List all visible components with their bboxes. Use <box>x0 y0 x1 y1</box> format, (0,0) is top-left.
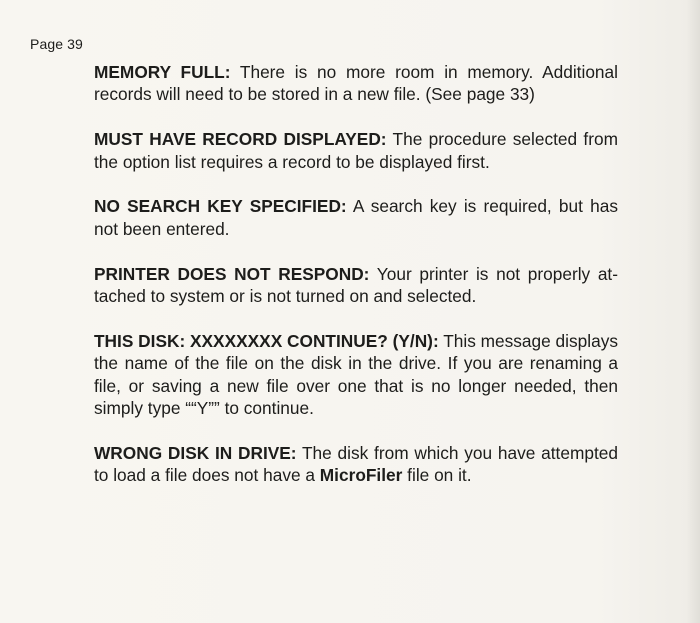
entry-term: NO SEARCH KEY SPECIFIED: <box>94 196 347 217</box>
entry-term: THIS DISK: XXXXXXXX CONTINUE? (Y/N): <box>94 330 439 351</box>
entry-description: This message displays the name of the file on the disk in the drive. If you are renaming a file, or saving a new file over one that is no longer needed, then simply type ““Y”” to continue. <box>94 330 618 419</box>
entry-this-disk-continue <box>94 330 618 420</box>
entry-no-search-key-specified <box>94 195 618 240</box>
entry-term: WRONG DISK IN DRIVE: <box>94 442 297 463</box>
entry-description-end: file on it. <box>402 465 472 486</box>
entry-term: MEMORY FULL: <box>94 62 231 82</box>
entry-memory-full <box>94 61 618 106</box>
error-message-list <box>94 61 618 487</box>
product-name: MicroFiler <box>319 465 403 486</box>
entry-wrong-disk-in-drive <box>94 442 618 487</box>
entry-term: PRINTER DOES NOT RESPOND: <box>94 263 370 284</box>
entry-must-have-record-displayed <box>94 128 618 173</box>
entry-term: MUST HAVE RECORD DISPLAYED: <box>94 129 387 150</box>
entry-printer-does-not-respond <box>94 263 618 308</box>
entry-description: The disk from which you have attempted to load a file does not have a <box>94 442 618 486</box>
page-edge-shadow <box>686 0 700 623</box>
entry-description: Your printer is not properly attached to system or is not turned on and selected. <box>94 263 618 307</box>
entry-description: The procedure selected from the option list requires a record to be displayed first. <box>94 129 618 172</box>
page-number: Page 39 <box>30 36 83 52</box>
entry-description: There is no more room in memory. Additional records will need to be stored in a new file. (See page 33) <box>94 62 618 105</box>
entry-description: A search key is required, but has not been entered. <box>94 196 619 239</box>
